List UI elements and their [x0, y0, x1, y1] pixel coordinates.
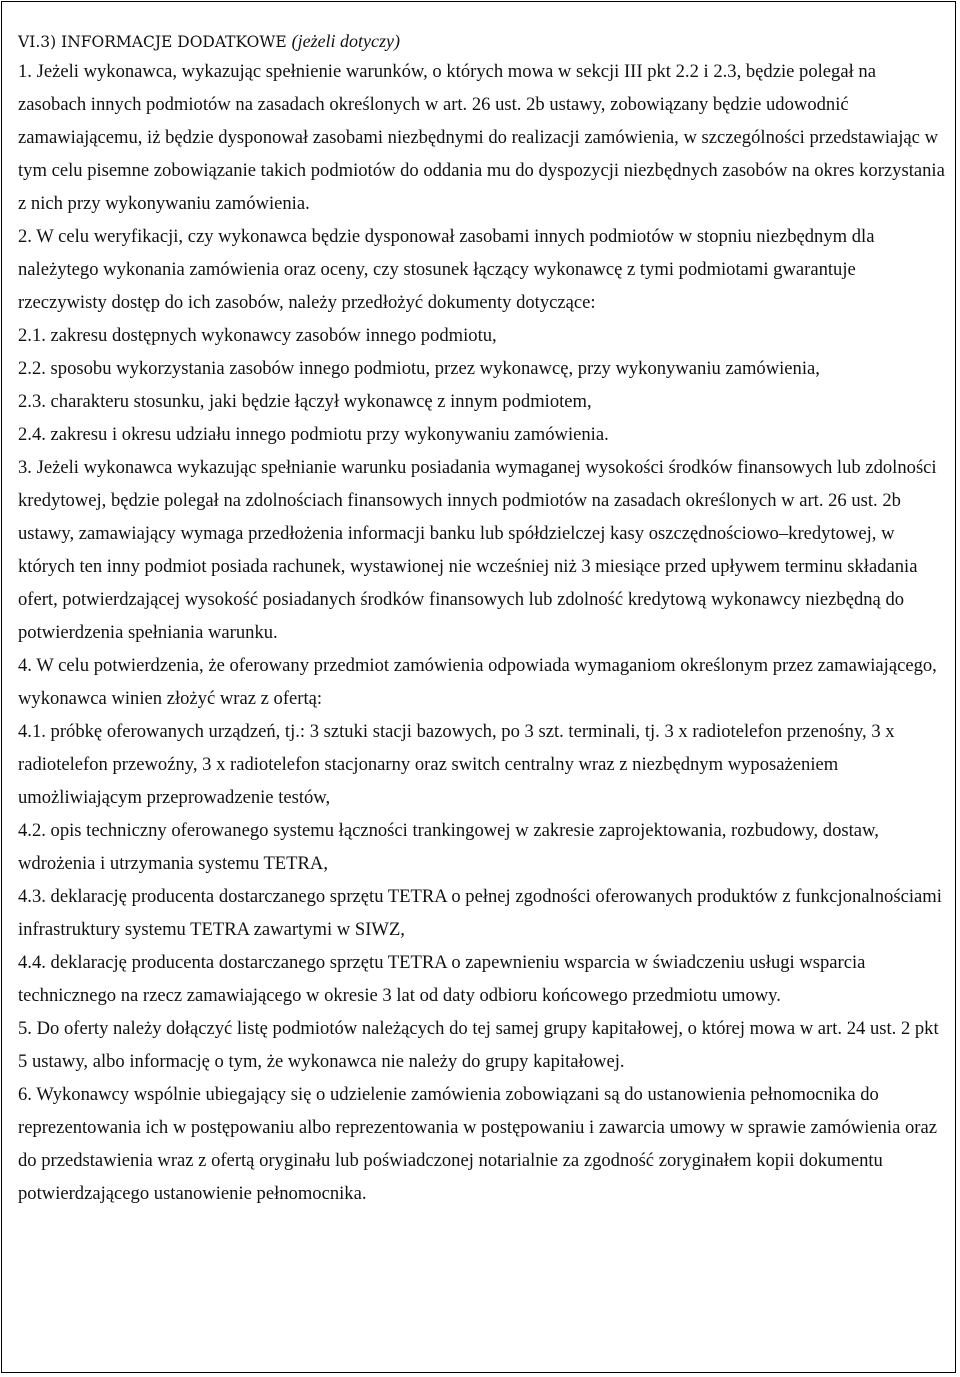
paragraph-4: 4. W celu potwierdzenia, że oferowany przedmiot zamówienia odpowiada wymaganiom określonym przez zamawiającego, wykonawca winien złożyć wraz z ofertą: — [18, 655, 937, 709]
paragraph-5: 5. Do oferty należy dołączyć listę podmiotów należących do tej samej grupy kapitałowej, o której mowa w art. 24 ust. 2 pkt 5 ustawy, albo informację o tym, że wykonawca nie należy do grupy kapitałowej. — [18, 1018, 939, 1072]
paragraph-2-1: 2.1. zakresu dostępnych wykonawcy zasobów innego podmiotu, — [18, 325, 497, 346]
paragraph-2-4: 2.4. zakresu i okresu udziału innego podmiotu przy wykonywaniu zamówienia. — [18, 424, 609, 445]
paragraph-2: 2. W celu weryfikacji, czy wykonawca będzie dysponował zasobami innych podmiotów w stopniu niezbędnym dla należytego wykonania zamówienia oraz oceny, czy stosunek łączący wykonawcę z tymi podmiotami gwarantuje rzeczywisty dostęp do ich zasobów, należy przedłożyć dokumenty dotyczące: — [18, 226, 875, 313]
section-title: VI.3) INFORMACJE DODATKOWE — [18, 33, 287, 51]
section-subtitle: (jeżeli dotyczy) — [291, 31, 401, 51]
paragraph-6: 6. Wykonawcy wspólnie ubiegający się o udzielenie zamówienia zobowiązani są do ustanowienia pełnomocnika do reprezentowania ich w postępowaniu albo reprezentowania w postępowaniu i zawarcia umowy w sprawie zamówienia oraz do przedstawienia wraz z ofertą oryginału lub poświadczonej notarialnie za zgodność zoryginałem kopii dokumentu potwierdzającego ustanowienie pełnomocnika. — [18, 1084, 937, 1204]
paragraph-4-4: 4.4. deklarację producenta dostarczanego sprzętu TETRA o zapewnieniu wsparcia w świadczeniu usługi wsparcia technicznego na rzecz zamawiającego w okresie 3 lat od daty odbioru końcowego przedmiotu umowy. — [18, 952, 866, 1006]
paragraph-4-1: 4.1. próbkę oferowanych urządzeń, tj.: 3 sztuki stacji bazowych, po 3 szt. terminali, tj. 3 x radiotelefon przenośny, 3 x radiotelefon przewoźny, 3 x radiotelefon stacjonarny oraz switch centralny wraz z niezbędnym wyposażeniem umożliwiającym przeprowadzenie testów, — [18, 721, 895, 808]
paragraph-4-2: 4.2. opis techniczny oferowanego systemu łączności trankingowej w zakresie zaprojektowania, rozbudowy, dostaw, wdrożenia i utrzymania systemu TETRA, — [18, 820, 879, 874]
paragraph-2-2: 2.2. sposobu wykorzystania zasobów innego podmiotu, przez wykonawcę, przy wykonywaniu zamówienia, — [18, 358, 820, 379]
section-heading — [18, 28, 946, 56]
paragraph-3: 3. Jeżeli wykonawca wykazując spełnianie warunku posiadania wymaganej wysokości środków finansowych lub zdolności kredytowej, będzie polegał na zdolnościach finansowych innych podmiotów na zasadach określonych w art. 26 ust. 2b ustawy, zamawiający wymaga przedłożenia informacji banku lub spółdzielczej kasy oszczędnościowo–kredytowej, w których ten inny podmiot posiada rachunek, wystawionej nie wcześniej niż 3 miesiące przed upływem terminu składania ofert, potwierdzającej wysokość posiadanych środków finansowych lub zdolność kredytową wykonawcy niezbędną do potwierdzenia spełniania warunku. — [18, 457, 937, 643]
paragraph-1: 1. Jeżeli wykonawca, wykazując spełnienie warunków, o których mowa w sekcji III pkt 2.2 i 2.3, będzie polegał na zasobach innych podmiotów na zasadach określonych w art. 26 ust. 2b ustawy, zobowiązany będzie udowodnić zamawiającemu, iż będzie dysponował zasobami niezbędnymi do realizacji zamówienia, w szczególności przedstawiając w tym celu pisemne zobowiązanie takich podmiotów do oddania mu do dyspozycji niezbędnych zasobów na okres korzystania z nich przy wykonywaniu zamówienia. — [18, 61, 945, 214]
document-body — [18, 28, 946, 1210]
paragraph-4-3: 4.3. deklarację producenta dostarczanego sprzętu TETRA o pełnej zgodności oferowanych produktów z funkcjonalnościami infrastruktury systemu TETRA zawartymi w SIWZ, — [18, 886, 942, 940]
paragraph-2-3: 2.3. charakteru stosunku, jaki będzie łączył wykonawcę z innym podmiotem, — [18, 391, 592, 412]
